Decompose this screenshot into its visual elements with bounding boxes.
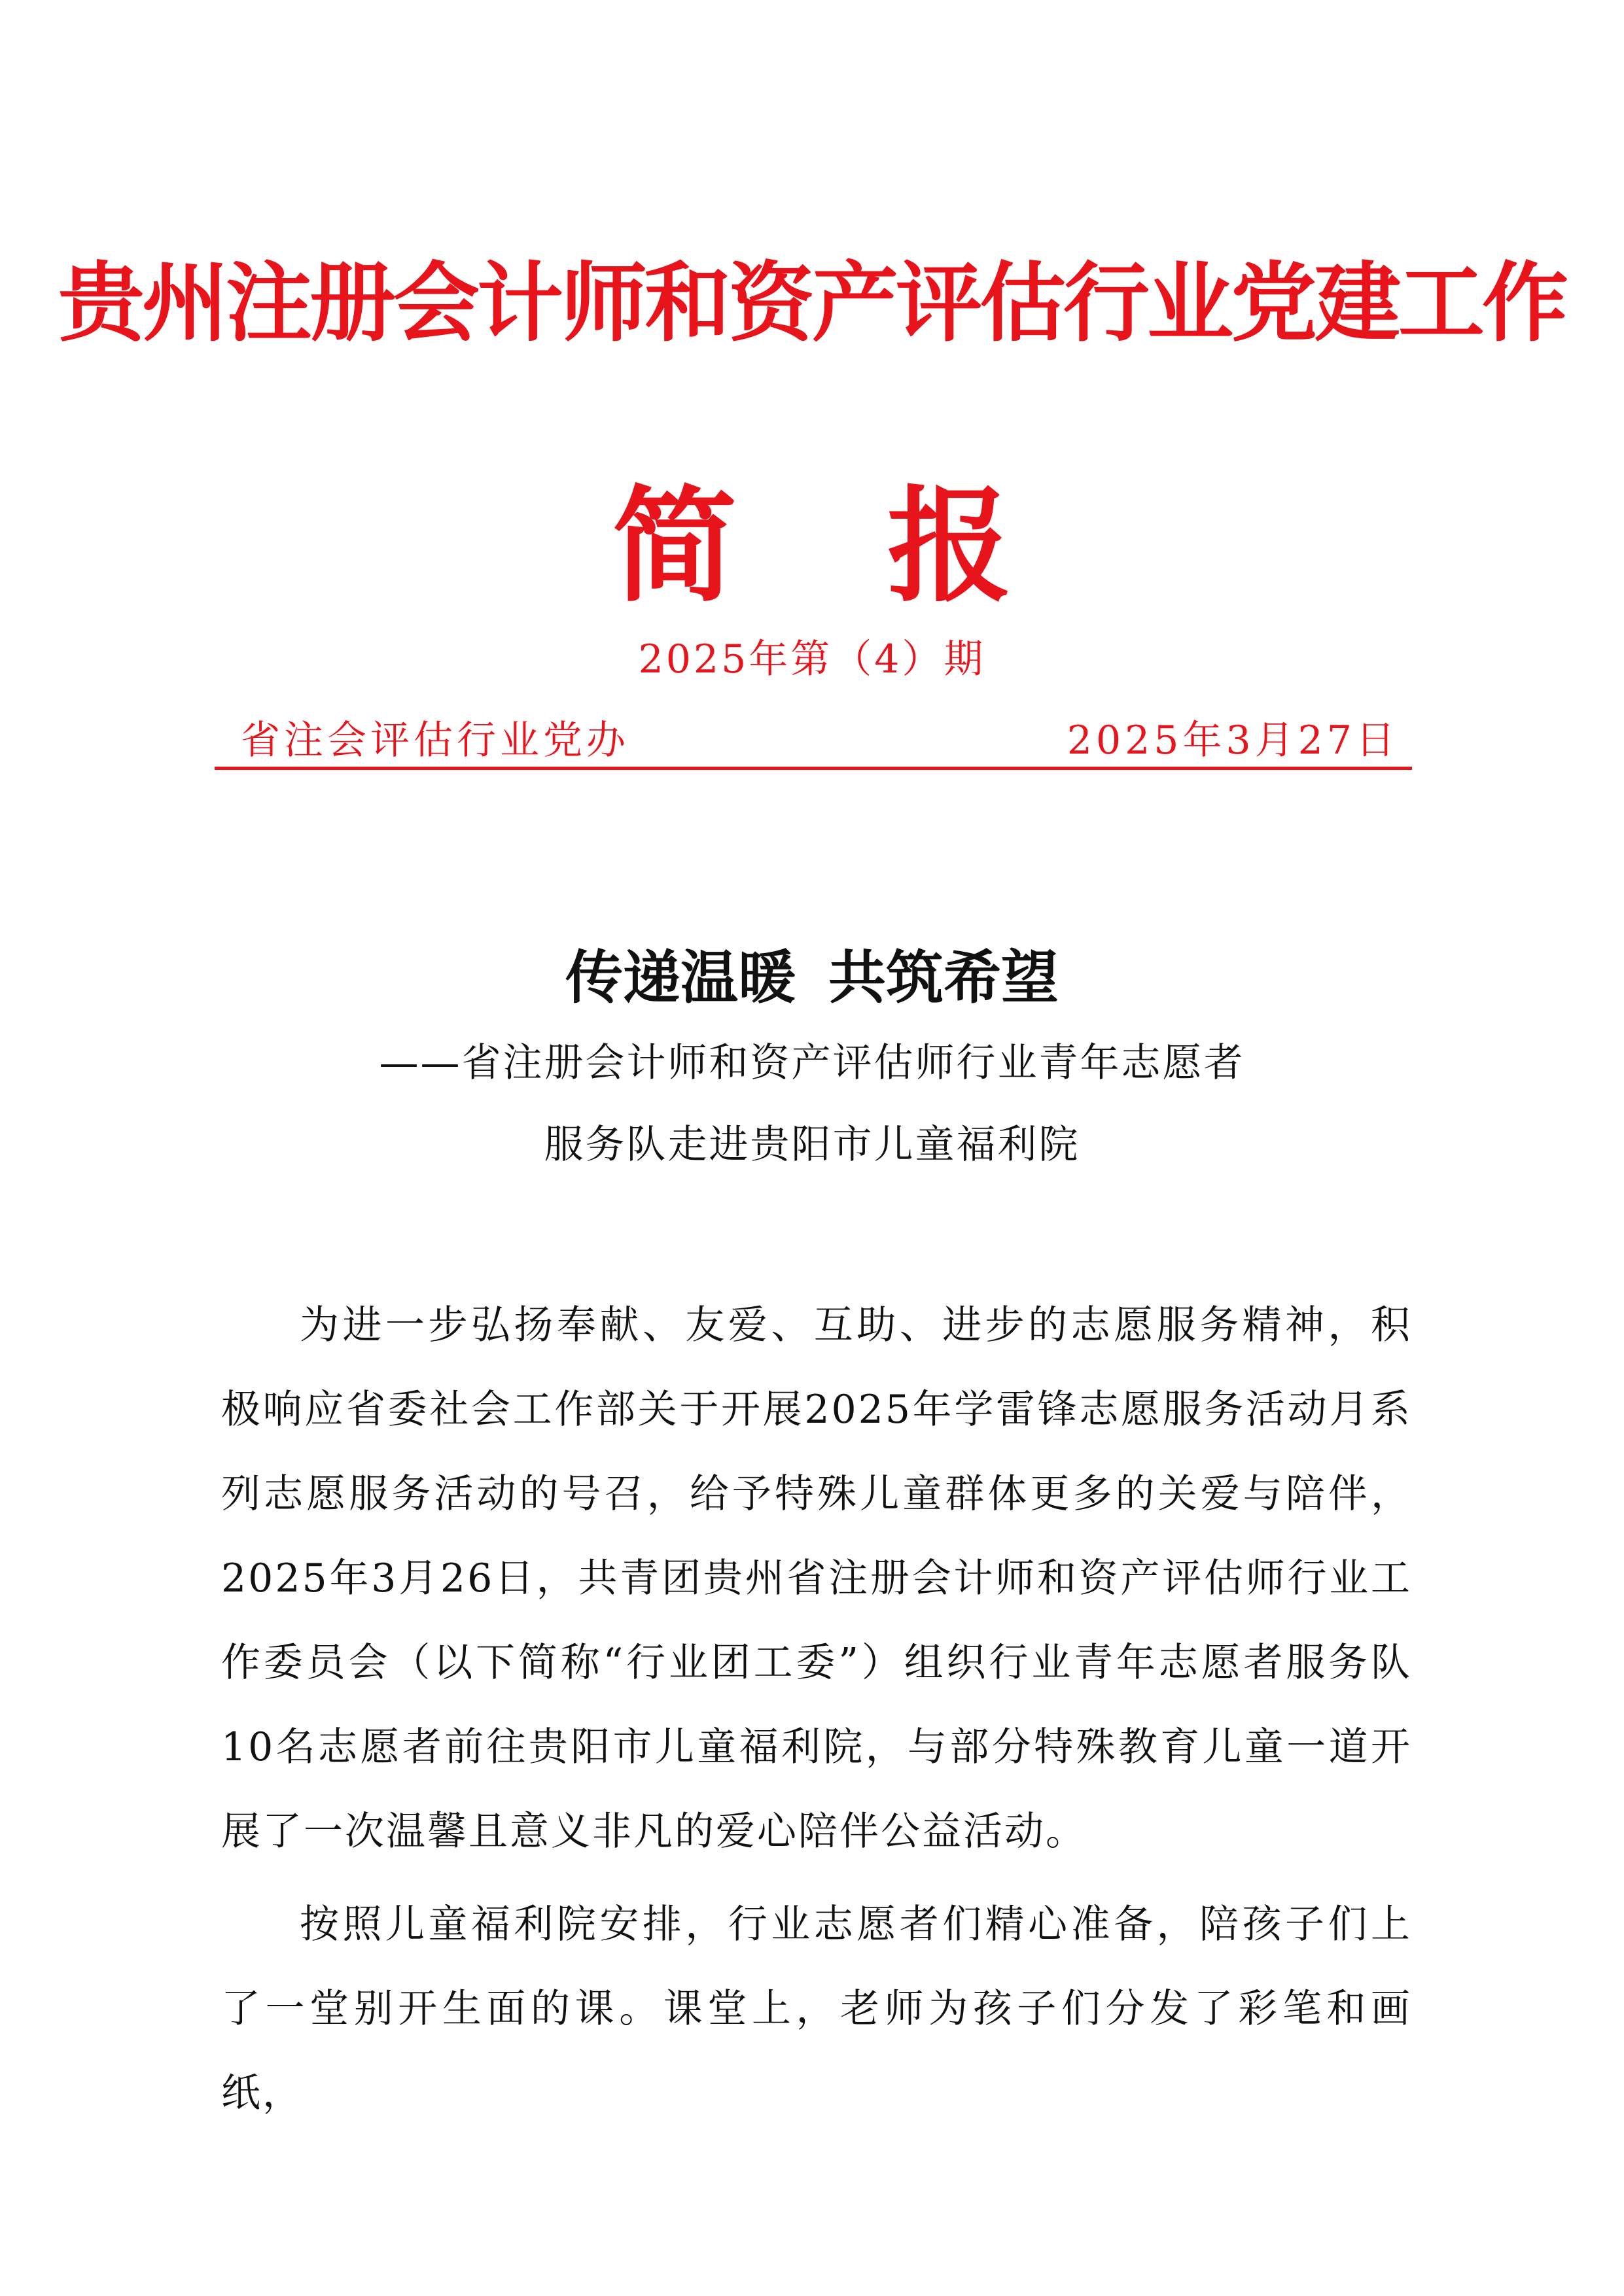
issuer-line <box>215 718 1412 763</box>
brief-title-char-2: 报 <box>887 473 1012 619</box>
article-title-part-2: 共筑希望 <box>828 943 1059 1011</box>
organization-title: 贵州注册会计师和资产评估行业党建工作 <box>58 252 1566 354</box>
paragraph: 为进一步弘扬奉献、友爱、互助、进步的志愿服务精神，积极响应省委社会工作部关于开展2025年学雷锋志愿服务活动月系列志愿服务活动的号召，给予特殊儿童群体更多的关爱与陪伴，2025年3月26日，共青团贵州省注册会计师和资产评估师行业工作委员会（以下简称“行业团工委”）组织行业青年志愿者服务队10名志愿者前往贵阳市儿童福利院，与部分特殊教育儿童一道开展了一次温馨且意义非凡的爱心陪伴公益活动。 <box>221 1302 1412 1854</box>
brief-title-char-1: 简 <box>612 473 737 619</box>
article-body <box>221 1283 1412 2144</box>
article-title-part-1: 传递温暖 <box>565 943 796 1011</box>
brief-title <box>0 473 1624 619</box>
article-title <box>0 943 1624 1011</box>
issue-date: 2025年3月27日 <box>1067 718 1399 763</box>
issue-number: 2025年第（4）期 <box>638 636 986 682</box>
article-subtitle-line-2: 服务队走进贵阳市儿童福利院 <box>544 1122 1080 1168</box>
paragraph: 按照儿童福利院安排，行业志愿者们精心准备，陪孩子们上了一堂别开生面的课。课堂上，老师为孩子们分发了彩笔和画纸， <box>221 1902 1412 2116</box>
article-subtitle-line-1: ——省注册会计师和资产评估师行业青年志愿者 <box>379 1040 1245 1086</box>
red-divider <box>215 767 1412 770</box>
issuing-office: 省注会评估行业党办 <box>241 718 629 763</box>
